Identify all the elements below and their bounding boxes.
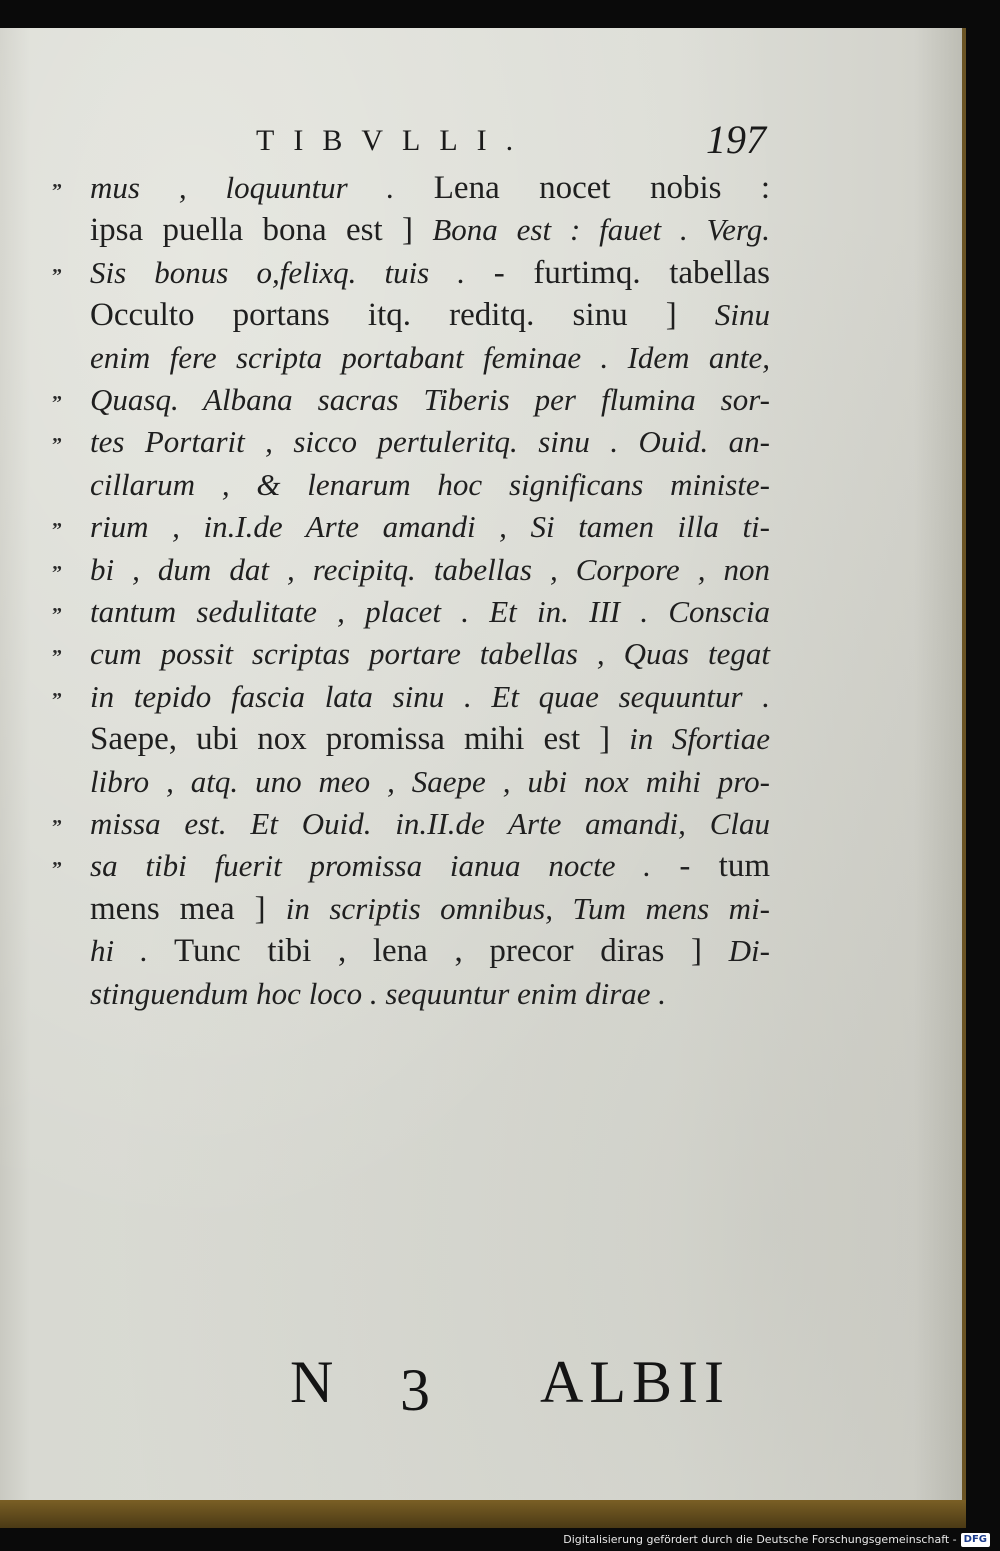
roman-text: Lena nocet nobis : (394, 170, 771, 206)
roman-text: mens mea ] (90, 890, 286, 927)
line-text (90, 632, 770, 676)
line-text (90, 293, 770, 337)
text-line (0, 590, 966, 633)
text-line (0, 760, 966, 803)
text-line (0, 802, 966, 845)
page-edge (0, 1500, 966, 1528)
text-line (0, 166, 966, 209)
italic-text: Bona est : fauet . Verg. (432, 212, 770, 248)
italic-text: bi , dum dat , recipitq. tabellas , Corpore , non (90, 551, 770, 587)
roman-text: ipsa puella bona est ] (90, 212, 433, 249)
italic-text: in Sfortiae (629, 721, 770, 757)
quotation-mark: ” (52, 392, 62, 414)
text-line (0, 632, 966, 675)
line-text (90, 887, 770, 931)
text-line (0, 293, 966, 336)
italic-text: cillarum , & lenarum hoc significans ministe- (90, 466, 770, 502)
line-text (90, 505, 770, 549)
roman-text: Saepe, ubi nox promissa mihi est ] (90, 721, 630, 758)
line-text (90, 675, 770, 719)
line-text (90, 251, 770, 295)
italic-text: Quasq. Albana sacras Tiberis per flumina sor- (90, 382, 770, 417)
credit-text: Digitalisierung gefördert durch die Deutsche Forschungsgemeinschaft - (563, 1533, 957, 1546)
dfg-logo: DFG (961, 1533, 990, 1547)
italic-text: Di- (728, 933, 770, 969)
text-line (0, 251, 966, 294)
text-line (0, 972, 966, 1015)
text-line (0, 675, 966, 718)
signature-letter: N (290, 1349, 334, 1415)
italic-text: in scriptis omnibus, Tum mens mi- (285, 890, 771, 926)
line-text (90, 336, 770, 380)
text-line (0, 420, 966, 463)
text-line (0, 378, 966, 421)
text-line (0, 505, 966, 548)
text-line (0, 548, 966, 591)
line-text (90, 208, 770, 252)
line-text (90, 972, 770, 1016)
italic-text: Sis bonus o,felixq. tuis . (90, 254, 466, 290)
line-text (90, 802, 770, 846)
line-text (90, 717, 770, 761)
italic-text: libro , atq. uno meo , Saepe , ubi nox mihi pro- (90, 763, 770, 799)
line-text (90, 378, 770, 422)
italic-text: missa est. Et Ouid. in.II.de Arte amandi, Clau (90, 806, 770, 841)
text-line (0, 463, 966, 506)
italic-text: stinguendum hoc loco . sequuntur enim dirae . (90, 975, 667, 1011)
line-text (90, 463, 770, 507)
italic-text: Sinu (714, 297, 770, 333)
italic-text: cum possit scriptas portare tabellas , Quas tegat (90, 636, 770, 672)
page-number: 197 (706, 117, 766, 162)
line-text (90, 929, 770, 973)
roman-text: Occulto portans itq. reditq. sinu ] (90, 297, 715, 334)
line-text (90, 844, 770, 888)
book-page (0, 28, 966, 1528)
text-line (0, 717, 966, 760)
text-line (0, 336, 966, 379)
italic-text: tes Portarit , sicco pertuleritq. sinu . Ouid. an- (90, 424, 770, 460)
line-text (90, 760, 770, 804)
digitization-credit (563, 1530, 990, 1550)
italic-text: rium , in.I.de Arte amandi , Si tamen illa ti- (90, 509, 770, 545)
italic-text: in tepido fascia lata sinu . Et quae sequuntur . (90, 678, 770, 714)
quotation-mark: ” (52, 816, 62, 838)
quotation-mark: ” (52, 646, 62, 669)
line-text (90, 420, 770, 464)
line-text (90, 548, 770, 592)
italic-text: sa tibi fuerit promissa ianua nocte . (90, 848, 652, 884)
quotation-mark: ” (52, 688, 62, 711)
text-line (0, 929, 966, 972)
roman-text: Tunc tibi , lena , precor diras ] (148, 933, 729, 970)
signature-line (0, 1348, 966, 1428)
quotation-mark: ” (52, 604, 62, 626)
italic-text: mus , loquuntur . (90, 170, 395, 205)
running-title: TIBVLLI. (256, 124, 533, 157)
catchword: ALBII (540, 1349, 730, 1415)
quotation-mark: ” (52, 434, 62, 457)
quotation-mark: ” (52, 561, 62, 584)
line-text (90, 590, 770, 634)
text-line (0, 887, 966, 930)
text-line (0, 208, 966, 251)
quotation-mark: ” (52, 180, 62, 202)
roman-text: - tum (651, 848, 770, 885)
text-line (0, 844, 966, 887)
italic-text: hi . (90, 933, 148, 969)
quotation-mark: ” (52, 519, 62, 542)
line-text (90, 166, 770, 210)
signature-number: 3 (400, 1357, 430, 1423)
roman-text: - furtimq. tabellas (465, 254, 770, 291)
italic-text: tantum sedulitate , placet . Et in. III . Conscia (90, 594, 770, 629)
quotation-mark: ” (52, 858, 62, 881)
italic-text: enim fere scripta portabant feminae . Idem ante, (90, 339, 770, 375)
page-header (0, 112, 966, 172)
quotation-mark: ” (52, 264, 62, 287)
